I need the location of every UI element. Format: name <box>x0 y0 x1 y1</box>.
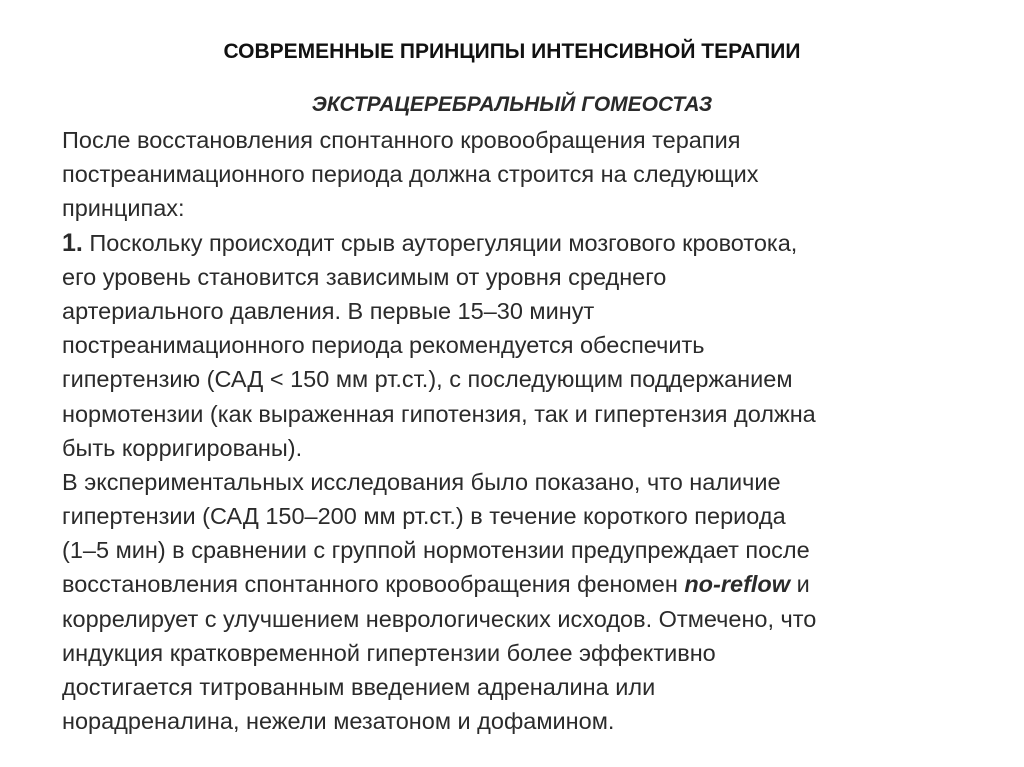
text-line: гипертензии (САД 150–200 мм рт.ст.) в течение короткого периода <box>62 503 786 530</box>
text-line: постреанимационного периода должна строится на следующих <box>62 161 759 188</box>
point-1-text: Поскольку происходит срыв ауторегуляции мозгового кровотока, <box>82 229 798 256</box>
text-line: постреанимационного периода рекомендуется обеспечить <box>62 332 705 359</box>
noreflow-line <box>62 567 992 601</box>
body-text <box>62 123 992 738</box>
text-line: нормотензии (как выраженная гипотензия, так и гипертензия должна <box>62 400 816 427</box>
text-line: норадреналина, нежели мезатоном и дофамином. <box>62 708 615 735</box>
noreflow-after: и <box>790 571 810 598</box>
text-line: После восстановления спонтанного кровообращения терапия <box>62 127 741 153</box>
text-line: его уровень становится зависимым от уровня среднего <box>62 263 667 290</box>
text-line: коррелирует с улучшением неврологических исходов. Отмечено, что <box>62 605 817 632</box>
text-line: гипертензию (САД < 150 мм рт.ст.), с последующим поддержанием <box>62 366 793 393</box>
slide-title: СОВРЕМЕННЫЕ ПРИНЦИПЫ ИНТЕНСИВНОЙ ТЕРАПИИ <box>223 40 801 63</box>
text-line: принципах: <box>62 195 185 222</box>
text-line: В экспериментальных исследования было показано, что наличие <box>62 468 781 495</box>
text-line: артериального давления. В первые 15–30 минут <box>62 297 595 324</box>
noreflow-before: восстановления спонтанного кровообращения феномен <box>62 571 685 598</box>
point-1-line <box>62 226 992 260</box>
point-1-number: 1. <box>62 228 83 257</box>
noreflow-term: no-reflow <box>684 571 791 598</box>
text-line: индукция кратковременной гипертензии более эффективно <box>62 639 716 666</box>
slide-subtitle: ЭКСТРАЦЕРЕБРАЛЬНЫЙ ГОМЕОСТАЗ <box>311 93 713 116</box>
text-line: быть корригированы). <box>62 434 303 461</box>
text-line: достигается титрованным введением адреналина или <box>62 674 656 700</box>
text-line: (1–5 мин) в сравнении с группой нормотензии предупреждает после <box>62 537 810 564</box>
